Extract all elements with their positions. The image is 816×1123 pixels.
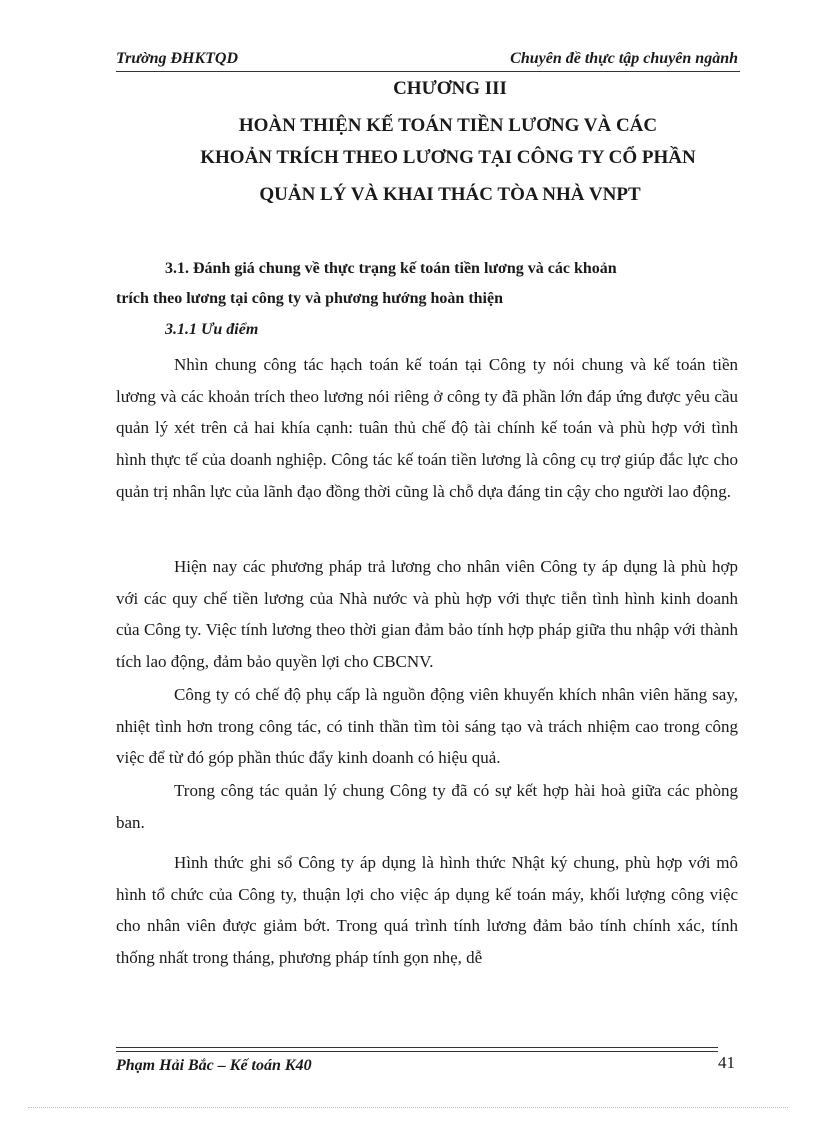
page-number: 41 [718,1053,735,1072]
chapter-title-line-1: HOÀN THIỆN KẾ TOÁN TIỀN LƯƠNG VÀ CÁC [238,115,658,136]
footer-divider-bottom [116,1051,718,1052]
chapter-title-line-3: QUẢN LÝ VÀ KHAI THÁC TÒA NHÀ VNPT [259,184,641,205]
paragraph-4: Trong công tác quản lý chung Công ty đã có sự kết hợp hài hoà giữa các phòng ban. [116,781,738,832]
paragraph-2: Hiện nay các phương pháp trả lương cho nhân viên Công ty áp dụng là phù hợp với các quy chế tiền lương của Nhà nước và phù hợp với thực tiễn tình hình kinh doanh của Công ty. Việc tính lương theo thời gian đảm bảo tính hợp pháp giữa thu nhập với thành tích lao động, đảm bảo quyền lợi cho CBCNV. [116,557,738,672]
section-heading-line-2: trích theo lương tại công ty và phương hướng hoàn thiện [116,290,503,307]
page-header [116,50,738,72]
footer-author: Phạm Hải Bắc – Kế toán K40 [116,1057,312,1074]
paragraph-1: Nhìn chung công tác hạch toán kế toán tại Công ty nói chung và kế toán tiền lương và các khoản trích theo lương nói riêng ở công ty đã phần lớn đáp ứng được yêu cầu quản lý xét trên cả hai khía cạnh: tuân thủ chế độ tài chính kế toán và phù hợp với tình hình thực tế của doanh nghiệp. Công tác kế toán tiền lương là công cụ trợ giúp đắc lực cho quản trị nhân lực của lãnh đạo đồng thời cũng là chỗ dựa đáng tin cậy cho người lao động. [116,355,738,501]
header-document-type: Chuyên đề thực tập chuyên ngành [510,50,738,67]
paragraph-5: Hình thức ghi sổ Công ty áp dụng là hình thức Nhật ký chung, phù hợp với mô hình tổ chức của Công ty, thuận lợi cho việc áp dụng kế toán máy, khối lượng công việc cho nhân viên được giảm bớt. Trong quá trình tính lương đảm bảo tính chính xác, tính thống nhất trong tháng, phương pháp tính gọn nhẹ, dễ [116,853,738,968]
paragraph-3: Công ty có chế độ phụ cấp là nguồn động viên khuyến khích nhân viên hăng say, nhiệt tình hơn trong công tác, có tinh thần tìm tòi sáng tạo và trách nhiệm cao trong công việc để từ đó góp phần thúc đẩy kinh doanh có hiệu quả. [116,685,738,768]
chapter-title-line-2: KHOẢN TRÍCH THEO LƯƠNG TẠI CÔNG TY CỔ PHẦN [200,147,696,168]
chapter-number: CHƯƠNG III [393,78,507,99]
section-heading-line-1: 3.1. Đánh giá chung về thực trạng kế toán tiền lương và các khoản [165,260,617,277]
header-school: Trường ĐHKTQD [116,50,239,67]
page-edge-divider [28,1107,788,1108]
footer-divider-top [116,1047,718,1048]
header-divider [116,71,740,72]
subsection-heading: 3.1.1 Ưu điểm [165,321,259,338]
